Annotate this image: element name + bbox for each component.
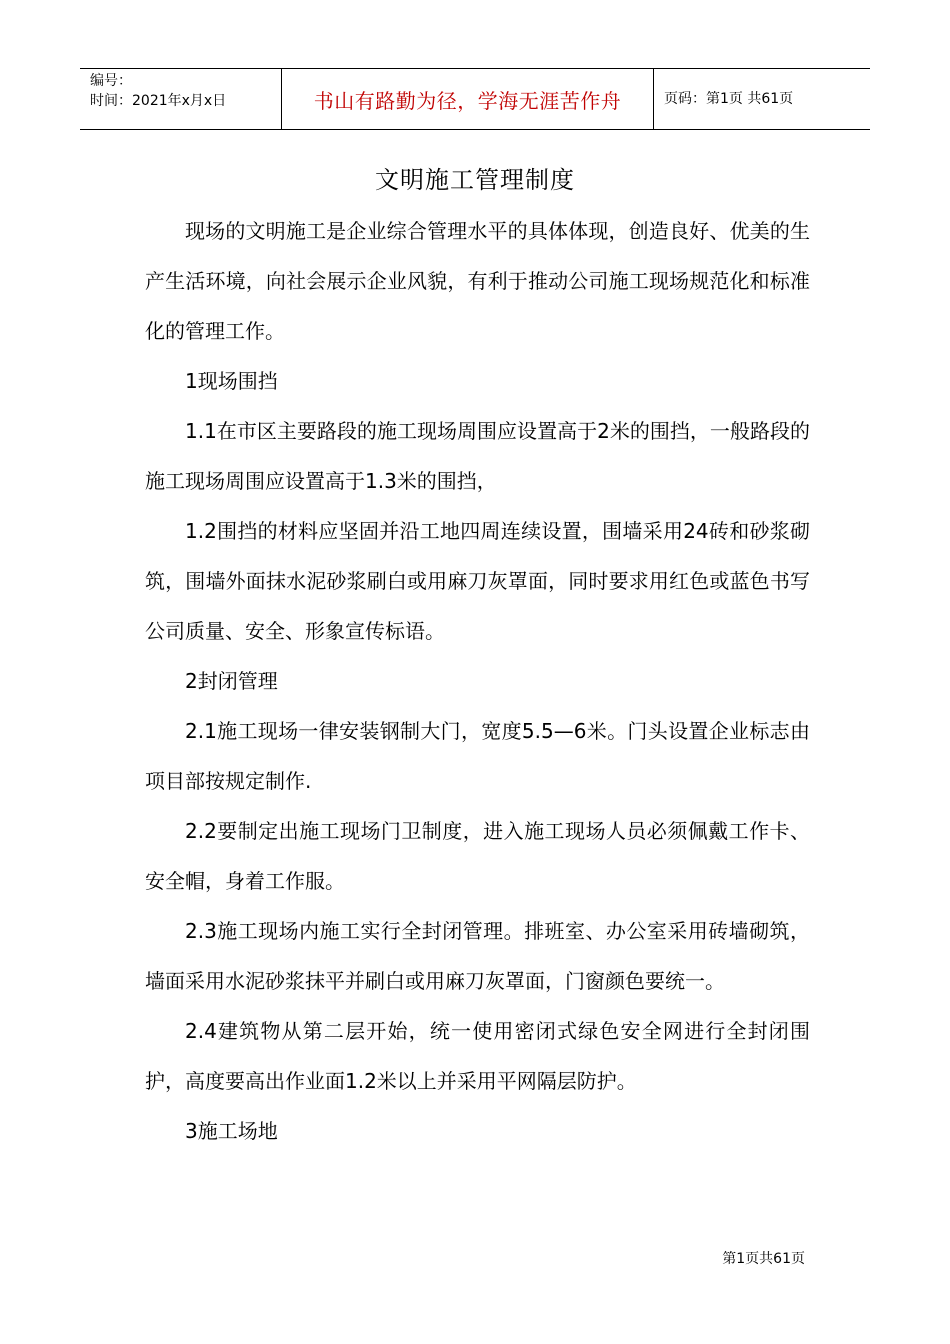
header-page-label: 页码：第1页 共61页 [664, 91, 794, 107]
document-title: 文明施工管理制度 [375, 166, 575, 194]
paragraph: 2.4建筑物从第二层开始，统一使用密闭式绿色安全网进行全封闭围护，高度要高出作业面1.2米以上并采用平网隔层防护。 [145, 1019, 810, 1093]
header-page-cell [654, 69, 870, 129]
paragraph: 2.1施工现场一律安装钢制大门，宽度5.5—6米。门头设置企业标志由项目部按规定制作. [145, 719, 810, 793]
page-footer: 第1页共61页 [722, 1251, 805, 1267]
header-meta [80, 69, 281, 129]
page-header [80, 68, 870, 130]
time-label: 时间：2021年x月x日 [90, 93, 227, 109]
header-motto-cell [281, 69, 654, 129]
motto-text: 书山有路勤为径，学海无涯苦作舟 [313, 88, 622, 113]
paragraph: 2.3施工现场内施工实行全封闭管理。排班室、办公室采用砖墙砌筑，墙面采用水泥砂浆抹平并刷白或用麻刀灰罩面，门窗颜色要统一。 [145, 919, 810, 993]
section-heading: 3施工场地 [185, 1119, 278, 1143]
paragraph: 1.1在市区主要路段的施工现场周围应设置高于2米的围挡，一般路段的施工现场周围应设置高于1.3米的围挡， [145, 419, 810, 493]
paragraph: 2.2要制定出施工现场门卫制度，进入施工现场人员必须佩戴工作卡、安全帽，身着工作服。 [145, 819, 810, 893]
document-body [145, 206, 810, 1156]
serial-label: 编号： [90, 73, 132, 89]
section-heading: 2封闭管理 [185, 669, 278, 693]
paragraph: 1.2围挡的材料应坚固并沿工地四周连续设置，围墙采用24砖和砂浆砌筑，围墙外面抹水泥砂浆刷白或用麻刀灰罩面，同时要求用红色或蓝色书写公司质量、安全、形象宣传标语。 [145, 519, 810, 643]
section-heading: 1现场围挡 [185, 369, 278, 393]
paragraph: 现场的文明施工是企业综合管理水平的具体体现，创造良好、优美的生产生活环境，向社会展示企业风貌，有利于推动公司施工现场规范化和标准化的管理工作。 [145, 219, 810, 343]
